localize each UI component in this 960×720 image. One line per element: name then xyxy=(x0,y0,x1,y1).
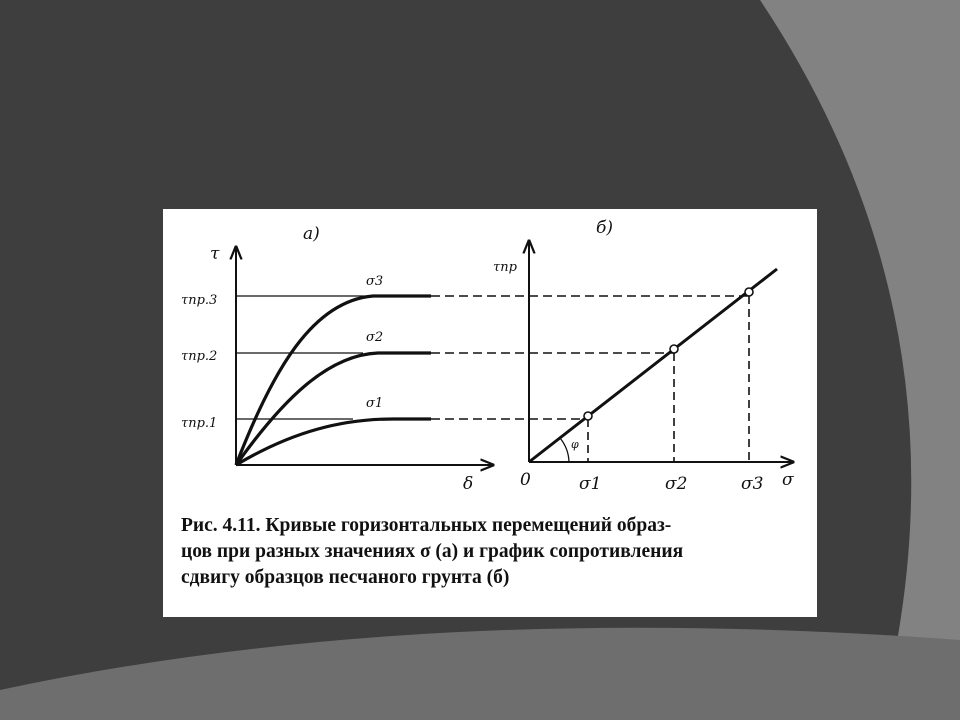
x-tick-sigma-1: σ1 xyxy=(579,474,602,494)
angle-arc xyxy=(560,438,569,462)
tau-level-2-label: τпр.2 xyxy=(181,349,218,364)
panel-b-x-axis-label: σ xyxy=(782,470,794,490)
panel-a xyxy=(181,224,493,494)
panel-b-label: б) xyxy=(596,218,614,238)
panel-a-label: а) xyxy=(303,224,320,244)
caption-line-2: цов при разных значениях σ (а) и график сопротивления xyxy=(181,541,684,562)
panel-a-x-axis-label: δ xyxy=(463,474,474,494)
caption-line-3: сдвигу образцов песчаного грунта (б) xyxy=(181,567,510,588)
curve-sigma-2-label: σ2 xyxy=(366,330,384,345)
x-tick-sigma-2: σ2 xyxy=(665,474,688,494)
curve-sigma-3 xyxy=(236,296,431,465)
x-tick-sigma-3: σ3 xyxy=(741,474,764,494)
tau-level-3-label: τпр.3 xyxy=(181,293,218,308)
strength-line xyxy=(529,269,777,462)
panel-b xyxy=(493,218,794,494)
panel-a-y-axis-label: τ xyxy=(210,244,220,264)
point-1 xyxy=(584,412,592,420)
angle-phi-label: φ xyxy=(571,438,579,451)
origin-label: 0 xyxy=(520,470,531,490)
connector-lines xyxy=(431,296,749,419)
tau-level-1-label: τпр.1 xyxy=(181,416,218,431)
figure-scan xyxy=(163,209,817,617)
curve-sigma-3-label: σ3 xyxy=(366,274,384,289)
point-2 xyxy=(670,345,678,353)
caption-line-1: Рис. 4.11. Кривые горизонтальных перемещений образ- xyxy=(181,515,672,536)
curve-sigma-1-label: σ1 xyxy=(366,396,384,411)
panel-b-y-axis-label: τпр xyxy=(493,260,517,275)
figure-caption xyxy=(181,513,811,591)
point-3 xyxy=(745,288,753,296)
